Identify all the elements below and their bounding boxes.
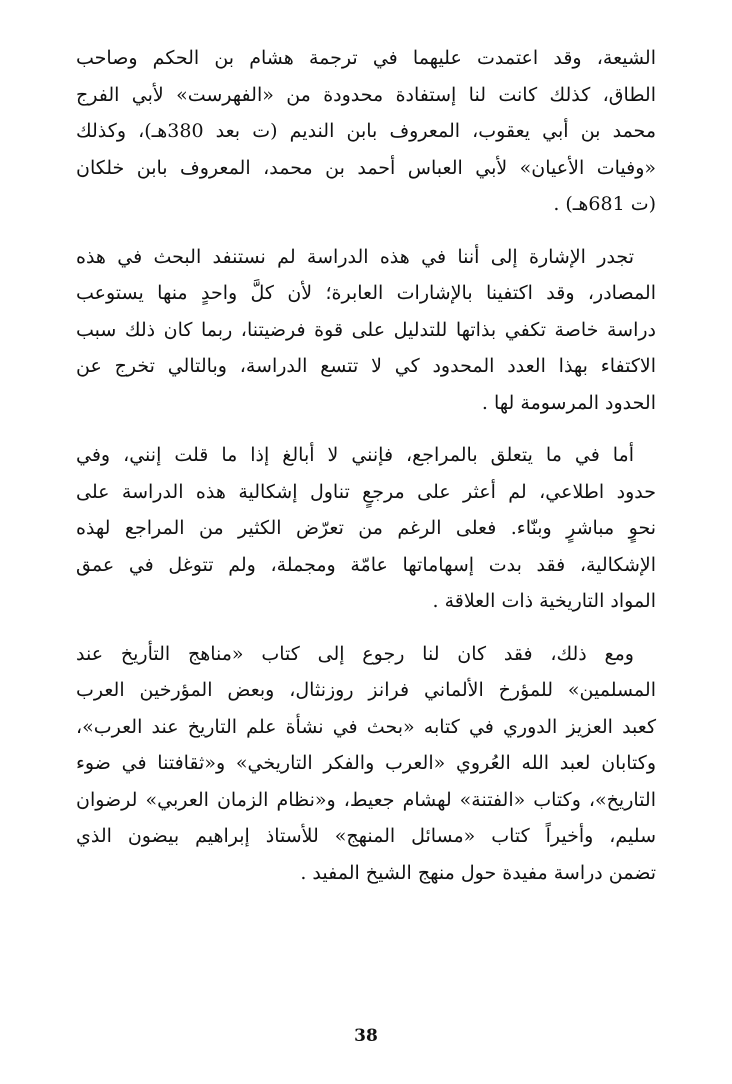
- paragraph-4: [76, 636, 656, 892]
- text-line: أما في ما يتعلق بالمراجع، فإنني لا أبالغ إذا ما قلت إنني، وفي: [76, 444, 634, 466]
- text-line: الحدود المرسومة لها .: [481, 391, 656, 414]
- text-line: الإشكالية، فقد بدت إسهاماتها عامّة ومجملة، ولم تتوغل في عمق: [76, 553, 656, 576]
- text-line: دراسة خاصة تكفي بذاتها للتدليل على قوة فرضيتنا، ربما كان ذلك سبب: [76, 318, 656, 341]
- paragraph-1: [76, 40, 656, 223]
- paragraph-gap: [76, 620, 656, 636]
- text-line: التاريخ»، وكتاب «الفتنة» لهشام جعيط، و«نظام الزمان العربي» لرضوان: [76, 788, 656, 811]
- text-line: نحوٍ مباشرٍ وبنّاء. فعلى الرغم من تعرّض الكثير من المراجع لهذه: [76, 517, 656, 539]
- text-line: تجدر الإشارة إلى أننا في هذه الدراسة لم نستنفد البحث في هذه: [76, 245, 634, 268]
- text-line: كعبد العزيز الدوري في كتابه «بحث في نشأة علم التاريخ عند العرب»،: [76, 715, 656, 738]
- paragraph-3: [76, 437, 656, 620]
- paragraph-2: [76, 239, 656, 422]
- text-line: ومع ذلك، فقد كان لنا رجوع إلى كتاب «مناهج التأريخ عند: [76, 642, 634, 665]
- text-line: المواد التاريخية ذات العلاقة .: [432, 590, 656, 612]
- text-line: حدود اطلاعي، لم أعثر على مرجعٍ تناول إشكالية هذه الدراسة على: [76, 480, 656, 503]
- text-line: «وفيات الأعيان» لأبي العباس أحمد بن محمد، المعروف بابن خلكان: [76, 156, 656, 179]
- paragraph-gap: [76, 421, 656, 437]
- text-line: المسلمين» للمؤرخ الألماني فرانز روزنثال، وبعض المؤرخين العرب: [76, 679, 656, 701]
- text-line: تضمن دراسة مفيدة حول منهج الشيخ المفيد .: [300, 861, 656, 884]
- paragraph-gap: [76, 223, 656, 239]
- text-line: الشيعة، وقد اعتمدت عليهما في ترجمة هشام بن الحكم وصاحب: [76, 47, 656, 69]
- text-line: الطاق، كذلك كانت لنا إستفادة محدودة من «الفهرست» لأبي الفرج: [76, 83, 656, 106]
- text-line: محمد بن أبي يعقوب، المعروف بابن النديم (ت بعد 380هـ)، وكذلك: [76, 120, 656, 142]
- text-line: الاكتفاء بهذا العدد المحدود كي لا تتسع الدراسة، وبالتالي تخرج عن: [76, 355, 656, 377]
- text-line: سليم، وأخيراً كتاب «مسائل المنهج» للأستاذ إبراهيم بيضون الذي: [76, 825, 656, 847]
- text-line: المصادر، وقد اكتفينا بالإشارات العابرة؛ لأن كلَّ واحدٍ منها يستوعب: [76, 282, 656, 304]
- text-line: (ت 681هـ) .: [553, 193, 656, 215]
- text-line: وكتابان لعبد الله العُروي «العرب والفكر التاريخي» و«ثقافتنا في ضوء: [76, 752, 656, 774]
- page-number: 38: [354, 1026, 378, 1046]
- page-body: [76, 40, 656, 891]
